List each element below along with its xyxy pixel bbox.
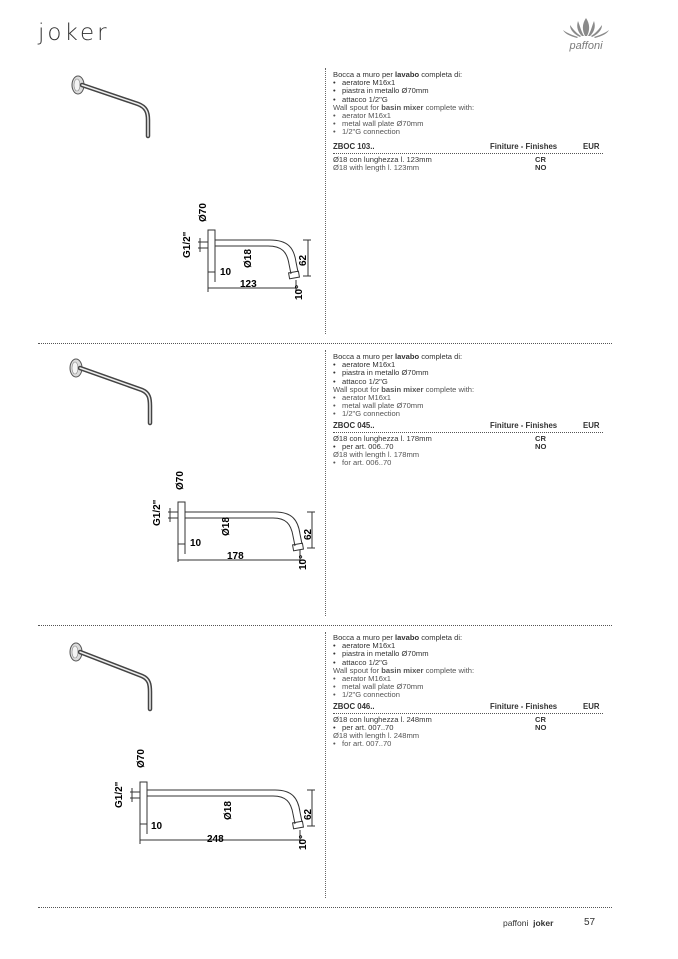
- code-row: [333, 422, 603, 433]
- spec-en: Ø18 with length l. 123mm: [333, 162, 420, 172]
- product-photo-zboc-045: [60, 350, 160, 430]
- bullet-item: • piastra in metallo Ø70mm: [333, 369, 603, 377]
- dimension-label: Ø18: [221, 517, 232, 536]
- dimension-label: 10: [220, 267, 232, 278]
- bullet-item: • attacco 1/2"G: [333, 378, 603, 386]
- finish-list: [535, 156, 546, 173]
- dimension-label: 62: [298, 254, 309, 266]
- dimension-label: 123: [240, 279, 257, 290]
- dimension-label: 178: [227, 551, 244, 562]
- bullet-item: • attacco 1/2"G: [333, 96, 603, 104]
- bullet-item: • metal wall plate Ø70mm: [333, 683, 603, 691]
- spec-en-bullet: • for art. 007..70: [333, 740, 603, 748]
- description-en: Wall spout for basin mixer complete with:: [333, 384, 475, 394]
- bullet-item: • 1/2"G connection: [333, 691, 603, 699]
- finish-list: [535, 435, 546, 452]
- eur-header: EUR: [583, 420, 600, 430]
- spec-it-bullet: • per art. 006..70: [333, 443, 603, 451]
- technical-drawing-zboc-046: [100, 740, 325, 855]
- bullet-item: • 1/2"G connection: [333, 128, 603, 136]
- bullet-item: • attacco 1/2"G: [333, 659, 603, 667]
- page-title: joker: [38, 20, 110, 46]
- column-divider: [325, 350, 326, 616]
- finish-code: CR: [535, 714, 546, 724]
- description-it: Bocca a muro per lavabo completa di:: [333, 70, 463, 79]
- dimension-label: 248: [207, 834, 224, 845]
- bullet-item: • aeratore M16x1: [333, 642, 603, 650]
- product-photo-zboc-103: [60, 68, 160, 143]
- product-code: ZBOC 045..: [333, 420, 375, 430]
- spec-it: Ø18 con lunghezza l. 123mm: [333, 154, 432, 164]
- technical-drawing-zboc-103: [170, 190, 325, 305]
- finish-code: CR: [535, 433, 546, 443]
- section-divider: [38, 907, 612, 908]
- code-row: [333, 143, 603, 154]
- column-divider: [325, 68, 326, 334]
- product-description: [333, 353, 603, 467]
- page-number: 57: [584, 917, 596, 928]
- finish-code: NO: [535, 163, 547, 173]
- bullet-item: • aeratore M16x1: [333, 79, 603, 87]
- dimension-label: G1/2": [152, 499, 163, 526]
- eur-header: EUR: [583, 701, 600, 711]
- bullet-item: • aerator M16x1: [333, 394, 603, 402]
- finishes-header: Finiture - Finishes: [490, 420, 558, 430]
- finish-code: NO: [535, 442, 547, 452]
- description-en: Wall spout for basin mixer complete with:: [333, 102, 475, 112]
- dimension-label: 62: [303, 808, 314, 820]
- dimension-label: 10°: [298, 834, 309, 850]
- dimension-label: 10°: [294, 284, 305, 300]
- product-description: [333, 71, 603, 172]
- bullet-item: • aeratore M16x1: [333, 361, 603, 369]
- finish-list: [535, 716, 546, 733]
- section-divider: [38, 625, 612, 626]
- dimension-label: Ø18: [223, 801, 234, 820]
- bullet-item: • piastra in metallo Ø70mm: [333, 87, 603, 95]
- dimension-label: G1/2": [182, 231, 193, 258]
- dimension-label: 10: [151, 821, 163, 832]
- product-code: ZBOC 046..: [333, 701, 375, 711]
- dimension-label: 10: [190, 538, 202, 549]
- dimension-label: G1/2": [114, 781, 125, 808]
- dimension-label: 62: [303, 528, 314, 540]
- bullet-item: • metal wall plate Ø70mm: [333, 120, 603, 128]
- column-divider: [325, 632, 326, 898]
- dimension-label: Ø70: [175, 471, 186, 490]
- description-it: Bocca a muro per lavabo completa di:: [333, 633, 463, 642]
- product-code: ZBOC 103..: [333, 141, 375, 151]
- finish-code: CR: [535, 154, 546, 164]
- technical-drawing-zboc-045: [140, 460, 325, 575]
- finish-code: NO: [535, 723, 547, 733]
- brand-logo: [556, 16, 616, 52]
- product-photo-zboc-046: [60, 632, 160, 717]
- finishes-header: Finiture - Finishes: [490, 701, 558, 711]
- eur-header: EUR: [583, 141, 600, 151]
- code-row: [333, 703, 603, 714]
- dimension-label: Ø18: [243, 249, 254, 268]
- dimension-label: 10°: [298, 554, 309, 570]
- footer-collection: joker: [533, 918, 554, 928]
- section-divider: [38, 343, 612, 344]
- dimension-label: Ø70: [136, 749, 147, 768]
- product-description: [333, 634, 603, 748]
- bullet-item: • piastra in metallo Ø70mm: [333, 650, 603, 658]
- spec-it-bullet: • per art. 007..70: [333, 724, 603, 732]
- spec-en-bullet: • for art. 006..70: [333, 459, 603, 467]
- description-it: Bocca a muro per lavabo completa di:: [333, 352, 463, 361]
- footer-brand-name: paffoni: [503, 918, 529, 928]
- bullet-item: • aerator M16x1: [333, 675, 603, 683]
- bullet-item: • aerator M16x1: [333, 112, 603, 120]
- bullet-item: • 1/2"G connection: [333, 410, 603, 418]
- finishes-header: Finiture - Finishes: [490, 141, 558, 151]
- description-en: Wall spout for basin mixer complete with:: [333, 665, 475, 675]
- bullet-item: • metal wall plate Ø70mm: [333, 402, 603, 410]
- spec-en: Ø18 with length l. 178mm: [333, 450, 420, 460]
- footer-brand: [503, 918, 553, 928]
- spec-it: Ø18 con lunghezza l. 178mm: [333, 433, 432, 443]
- paffoni-logo-icon: [556, 16, 616, 52]
- dimension-label: Ø70: [198, 203, 209, 222]
- logo-text: paffoni: [569, 40, 603, 52]
- spec-it: Ø18 con lunghezza l. 248mm: [333, 714, 432, 724]
- spec-en: Ø18 with length l. 248mm: [333, 731, 420, 741]
